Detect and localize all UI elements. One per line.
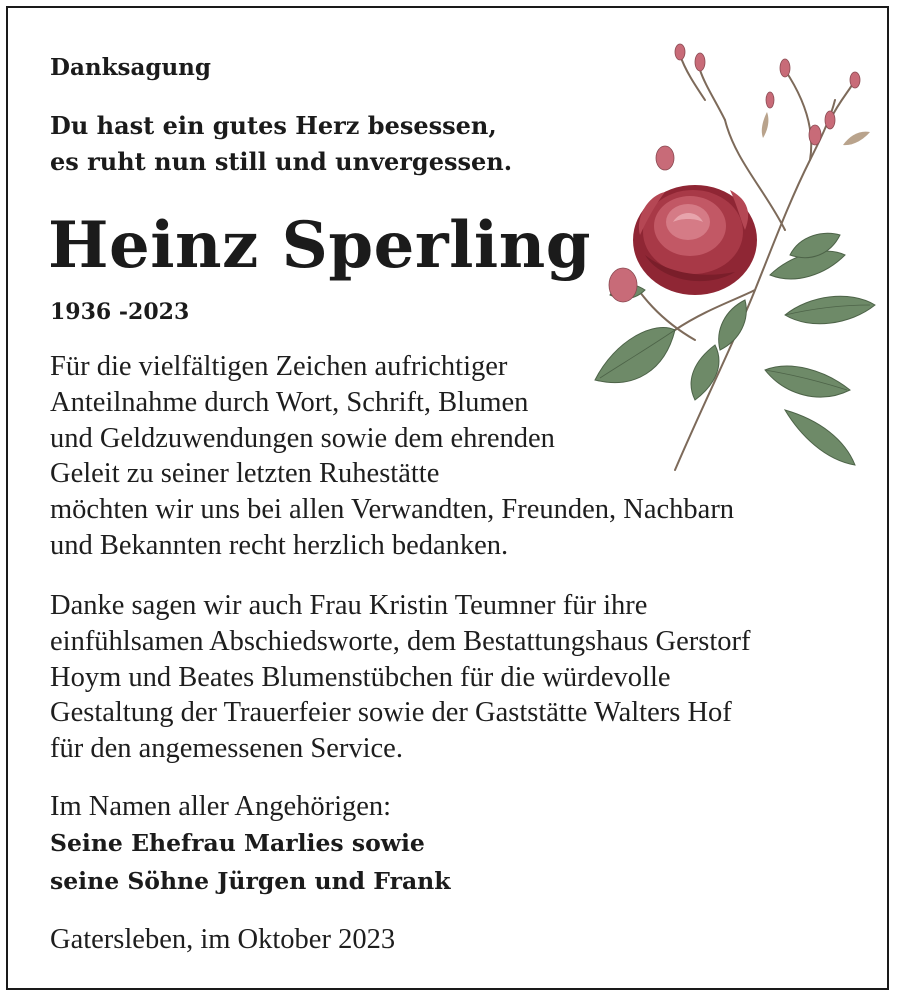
paragraph-line: Danke sagen wir auch Frau Kristin Teumner für ihre: [50, 590, 648, 621]
paragraph-line: Geleit zu seiner letzten Ruhestätte: [50, 458, 440, 490]
signoff-line: Seine Ehefrau Marlies sowie: [50, 829, 425, 857]
paragraph-line: Hoym und Beates Blumenstübchen für die würdevolle: [50, 661, 671, 693]
gratitude-paragraph: [50, 349, 734, 564]
paragraph-line: Für die vielfältigen Zeichen aufrichtiger: [50, 351, 508, 382]
deceased-name: Heinz Sperling: [48, 208, 591, 283]
paragraph-line: für den angemessenen Service.: [50, 733, 403, 765]
motto-line: Du hast ein gutes Herz besessen,: [50, 111, 497, 140]
life-dates: 1936 -2023: [50, 299, 190, 325]
motto: [50, 108, 512, 180]
paragraph-line: einfühlsamen Abschiedsworte, dem Bestattungshaus Gerstorf: [50, 625, 751, 657]
paragraph-line: und Geldzuwendungen sowie dem ehrenden: [50, 422, 555, 454]
thanks-paragraph: [50, 588, 750, 767]
paragraph-line: möchten wir uns bei allen Verwandten, Freunden, Nachbarn: [50, 494, 735, 526]
paragraph-line: und Bekannten recht herzlich bedanken.: [50, 529, 509, 561]
paragraph-line: Anteilnahme durch Wort, Schrift, Blumen: [50, 386, 529, 418]
place-date: Gatersleben, im Oktober 2023: [50, 924, 396, 955]
signoff-line: seine Söhne Jürgen und Frank: [50, 867, 451, 895]
signoff-names: [50, 824, 451, 900]
motto-line: es ruht nun still und unvergessen.: [50, 147, 513, 176]
signoff-intro: Im Namen aller Angehörigen:: [50, 791, 392, 822]
paragraph-line: Gestaltung der Trauerfeier sowie der Gaststätte Walters Hof: [50, 697, 732, 729]
notice-heading: Danksagung: [50, 54, 211, 81]
